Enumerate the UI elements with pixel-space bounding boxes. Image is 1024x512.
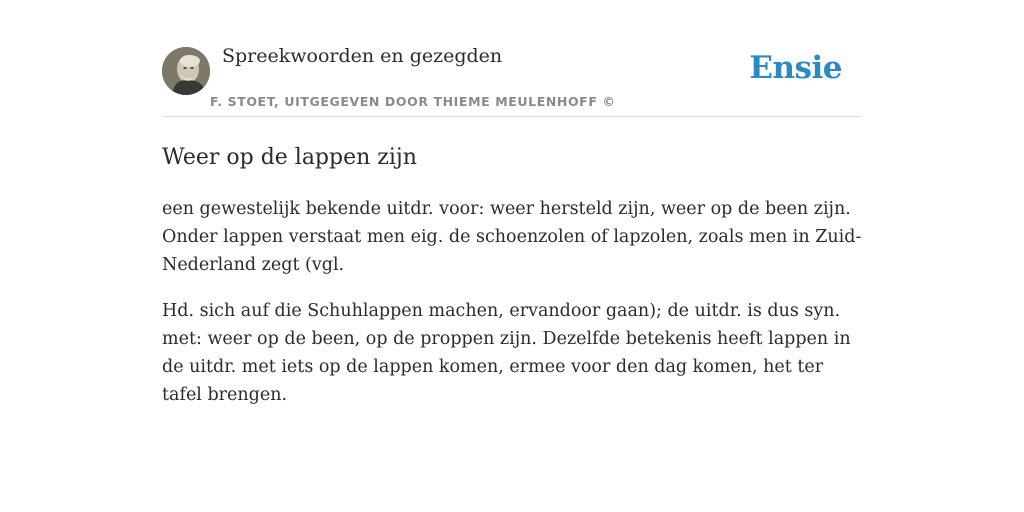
author-avatar[interactable] [162, 47, 210, 95]
source-credit: F. STOET, UITGEGEVEN DOOR THIEME MEULENHOFF © [210, 94, 616, 109]
entry-paragraph: een gewestelijk bekende uitdr. voor: weer hersteld zijn, weer op de been zijn. Onder lappen verstaat men eig. de schoenzolen of lapzolen, zoals men in Zuid-Nederland zegt (vgl. [162, 199, 862, 275]
entry-title: Weer op de lappen zijn [162, 145, 417, 170]
source-title[interactable]: Spreekwoorden en gezegden [222, 45, 503, 67]
entry-paragraph: Hd. sich auf die Schuhlappen machen, ervandoor gaan); de uitdr. is dus syn. met: weer op de been, op de proppen zijn. Dezelfde betekenis heeft lappen in de uitdr. met iets op de lappen komen, ermee voor den dag komen, het ter tafel brengen. [162, 301, 851, 405]
ensie-logo[interactable]: Ensie [749, 50, 842, 86]
entry-header [162, 0, 862, 117]
author-portrait-icon [162, 47, 210, 95]
entry-body [162, 195, 862, 409]
entry-card [162, 0, 862, 409]
